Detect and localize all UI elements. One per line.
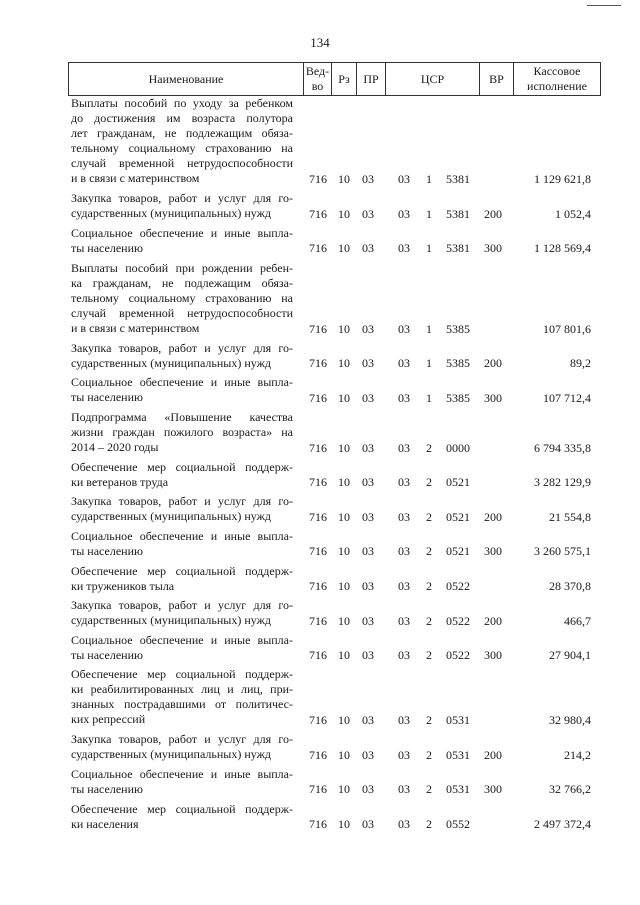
cell-csr-3: 0522 <box>446 613 470 628</box>
cell-csr-3: 5381 <box>446 172 470 187</box>
cell-amount: 2 497 372,4 <box>534 816 591 831</box>
table-row <box>68 732 601 762</box>
row-name-line: и в связи с материнством <box>71 320 200 335</box>
row-name-line: Обеспечение мер социальной поддерж- <box>71 801 293 816</box>
cell-amount: 32 980,4 <box>549 713 591 728</box>
cell-ved: 716 <box>309 613 327 628</box>
table-row <box>68 96 601 187</box>
row-name-line: ки тружеников тыла <box>71 578 175 593</box>
row-name-line: Закупка товаров, работ и услуг для го- <box>71 340 293 355</box>
cell-rz: 10 <box>338 782 350 797</box>
cell-csr-3: 5381 <box>446 241 470 256</box>
header-csr: ЦСР <box>420 71 445 86</box>
cell-csr-2: 2 <box>426 578 432 593</box>
cell-csr-3: 5385 <box>446 356 470 371</box>
cell-csr-1: 03 <box>398 440 410 455</box>
row-name-line: Закупка товаров, работ и услуг для го- <box>71 191 293 206</box>
cell-csr-2: 1 <box>426 390 432 405</box>
cell-csr-1: 03 <box>398 578 410 593</box>
table-row <box>68 529 601 559</box>
header-ved <box>304 63 331 95</box>
cell-csr-3: 0000 <box>446 440 470 455</box>
cell-csr-2: 1 <box>426 206 432 221</box>
row-name-line: сударственных (муниципальных) нужд <box>71 509 271 524</box>
row-name-line: Обеспечение мер социальной поддерж- <box>71 667 293 682</box>
table-row <box>68 598 601 628</box>
header-name: Наименование <box>148 71 224 86</box>
cell-csr-3: 0522 <box>446 578 470 593</box>
cell-csr-1: 03 <box>398 747 410 762</box>
cell-ved: 716 <box>309 544 327 559</box>
row-name-line: тельному социальному страхованию на <box>71 141 293 155</box>
cell-amount: 1 128 569,4 <box>534 241 591 256</box>
table-row <box>68 410 601 456</box>
table-row <box>68 375 601 405</box>
table-row <box>68 261 601 337</box>
row-name-line: жизни граждан пожилого возраста» на <box>71 425 293 439</box>
row-name <box>71 460 293 490</box>
header-rz: Рз <box>338 71 350 86</box>
cell-csr-3: 0521 <box>446 509 470 524</box>
cell-rz: 10 <box>338 475 350 490</box>
cell-csr-2: 1 <box>426 172 432 187</box>
cell-csr-1: 03 <box>398 241 410 256</box>
header-kass <box>514 63 600 95</box>
header-ved-line2: во <box>311 79 324 93</box>
cell-amount: 3 260 575,1 <box>534 544 591 559</box>
cell-rz: 10 <box>338 578 350 593</box>
cell-vr: 300 <box>484 648 502 663</box>
cell-csr-1: 03 <box>398 172 410 187</box>
cell-csr-2: 2 <box>426 613 432 628</box>
cell-vr: 200 <box>484 747 502 762</box>
row-name <box>71 96 293 186</box>
cell-rz: 10 <box>338 356 350 371</box>
cell-pr: 03 <box>362 613 374 628</box>
cell-amount: 466,7 <box>564 613 591 628</box>
cell-amount: 32 766,2 <box>549 782 591 797</box>
cell-rz: 10 <box>338 321 350 336</box>
cell-ved: 716 <box>309 747 327 762</box>
row-name-line: сударственных (муниципальных) нужд <box>71 613 271 628</box>
row-name <box>71 341 293 371</box>
row-name-line: ки реабилитированных лиц и лиц, при- <box>71 682 293 697</box>
row-name-line: ты населению <box>71 390 143 405</box>
row-name-line: и в связи с материнством <box>71 171 200 185</box>
row-name-line: сударственных (муниципальных) нужд <box>71 355 271 370</box>
row-name-line: случай временной нетрудоспособности <box>71 156 293 170</box>
cell-ved: 716 <box>309 440 327 455</box>
table-row <box>68 767 601 797</box>
cell-csr-3: 0531 <box>446 747 470 762</box>
row-name-line: ты населению <box>71 782 143 796</box>
row-name-line: до достижения им возраста полутора <box>71 111 293 125</box>
cell-csr-3: 5381 <box>446 206 470 221</box>
cell-ved: 716 <box>309 390 327 405</box>
cell-csr-1: 03 <box>398 356 410 371</box>
cell-pr: 03 <box>362 544 374 559</box>
cell-vr: 200 <box>484 356 502 371</box>
cell-ved: 716 <box>309 206 327 221</box>
cell-csr-2: 1 <box>426 241 432 256</box>
cell-vr: 200 <box>484 206 502 221</box>
row-name <box>71 261 293 336</box>
table-row <box>68 341 601 371</box>
cell-ved: 716 <box>309 475 327 490</box>
row-name-line: Социальное обеспечение и иные выпла- <box>71 375 293 390</box>
cell-csr-2: 1 <box>426 321 432 336</box>
header-kass-line1: Кассовое <box>533 64 581 78</box>
header-pr: ПР <box>363 71 379 86</box>
cell-csr-2: 2 <box>426 816 432 831</box>
table-row <box>68 226 601 256</box>
cell-rz: 10 <box>338 613 350 628</box>
cell-rz: 10 <box>338 544 350 559</box>
row-name <box>71 667 293 727</box>
cell-rz: 10 <box>338 390 350 405</box>
row-name-line: сударственных (муниципальных) нужд <box>71 206 271 221</box>
row-name-line: Обеспечение мер социальной поддерж- <box>71 563 293 578</box>
row-name <box>71 529 293 559</box>
cell-amount: 214,2 <box>564 747 591 762</box>
cell-pr: 03 <box>362 206 374 221</box>
row-name-line: Социальное обеспечение и иные выпла- <box>71 529 293 543</box>
top-rule <box>587 5 621 6</box>
header-ved-line1: Вед- <box>305 64 330 78</box>
cell-csr-1: 03 <box>398 816 410 831</box>
cell-csr-1: 03 <box>398 206 410 221</box>
row-name-line: ты населению <box>71 647 143 662</box>
cell-pr: 03 <box>362 321 374 336</box>
row-name-line: Выплаты пособий при рождении ребен- <box>71 260 293 275</box>
cell-vr: 200 <box>484 613 502 628</box>
row-name-line: ки населения <box>71 816 139 831</box>
cell-ved: 716 <box>309 356 327 371</box>
cell-ved: 716 <box>309 172 327 187</box>
cell-csr-3: 0521 <box>446 475 470 490</box>
cell-rz: 10 <box>338 509 350 524</box>
row-name-line: знанных пострадавшими от политичес- <box>71 697 293 712</box>
table-row <box>68 494 601 524</box>
header-kass-line2: исполнение <box>527 79 587 93</box>
cell-pr: 03 <box>362 172 374 187</box>
table-row <box>68 802 601 832</box>
row-name <box>71 633 293 663</box>
cell-csr-1: 03 <box>398 648 410 663</box>
cell-csr-1: 03 <box>398 544 410 559</box>
cell-csr-2: 2 <box>426 747 432 762</box>
table-row <box>68 667 601 728</box>
cell-ved: 716 <box>309 321 327 336</box>
cell-csr-3: 0552 <box>446 816 470 831</box>
cell-csr-1: 03 <box>398 713 410 728</box>
cell-vr: 300 <box>484 782 502 797</box>
cell-pr: 03 <box>362 241 374 256</box>
cell-pr: 03 <box>362 782 374 797</box>
cell-csr-3: 0522 <box>446 648 470 663</box>
cell-csr-2: 2 <box>426 713 432 728</box>
row-name <box>71 191 293 221</box>
table-header <box>68 62 601 96</box>
cell-csr-2: 2 <box>426 440 432 455</box>
row-name-line: Закупка товаров, работ и услуг для го- <box>71 732 293 747</box>
cell-csr-2: 2 <box>426 475 432 490</box>
cell-csr-2: 2 <box>426 782 432 797</box>
cell-ved: 716 <box>309 509 327 524</box>
row-name-line: Социальное обеспечение и иные выпла- <box>71 767 293 781</box>
row-name-line: Подпрограмма «Повышение качества <box>71 410 293 424</box>
cell-csr-3: 5385 <box>446 390 470 405</box>
cell-rz: 10 <box>338 648 350 663</box>
row-name-line: Социальное обеспечение и иные выпла- <box>71 226 293 240</box>
cell-pr: 03 <box>362 509 374 524</box>
cell-pr: 03 <box>362 747 374 762</box>
cell-ved: 716 <box>309 713 327 728</box>
cell-rz: 10 <box>338 241 350 256</box>
row-name-line: ки ветеранов труда <box>71 474 169 489</box>
row-name <box>71 732 293 762</box>
cell-csr-2: 2 <box>426 509 432 524</box>
row-name <box>71 375 293 405</box>
cell-rz: 10 <box>338 713 350 728</box>
cell-vr: 300 <box>484 241 502 256</box>
cell-pr: 03 <box>362 648 374 663</box>
row-name-line: ты населению <box>71 241 143 255</box>
cell-amount: 1 129 621,8 <box>534 172 591 187</box>
row-name-line: ка гражданам, не подлежащим обяза- <box>71 275 293 290</box>
cell-amount: 21 554,8 <box>549 509 591 524</box>
cell-amount: 6 794 335,8 <box>534 440 591 455</box>
header-vr: ВР <box>489 71 504 86</box>
cell-pr: 03 <box>362 356 374 371</box>
cell-rz: 10 <box>338 816 350 831</box>
cell-csr-1: 03 <box>398 390 410 405</box>
cell-rz: 10 <box>338 172 350 187</box>
cell-csr-1: 03 <box>398 509 410 524</box>
cell-pr: 03 <box>362 578 374 593</box>
row-name-line: Закупка товаров, работ и услуг для го- <box>71 494 293 509</box>
cell-vr: 300 <box>484 390 502 405</box>
row-name-line: Обеспечение мер социальной поддерж- <box>71 459 293 474</box>
table-row <box>68 564 601 594</box>
cell-ved: 716 <box>309 816 327 831</box>
row-name-line: ких репрессий <box>71 712 146 727</box>
table-row <box>68 460 601 490</box>
cell-csr-3: 0531 <box>446 782 470 797</box>
cell-amount: 27 904,1 <box>549 648 591 663</box>
cell-csr-3: 5385 <box>446 321 470 336</box>
cell-pr: 03 <box>362 713 374 728</box>
cell-ved: 716 <box>309 578 327 593</box>
row-name-line: Выплаты пособий по уходу за ребенком <box>71 96 293 110</box>
row-name-line: лет гражданам, не подлежащим обяза- <box>71 126 293 140</box>
row-name-line: Закупка товаров, работ и услуг для го- <box>71 598 293 613</box>
row-name <box>71 494 293 524</box>
row-name-line: тельному социальному страхованию на <box>71 290 293 305</box>
cell-ved: 716 <box>309 648 327 663</box>
cell-pr: 03 <box>362 390 374 405</box>
cell-amount: 107 801,6 <box>543 321 591 336</box>
cell-csr-1: 03 <box>398 613 410 628</box>
cell-ved: 716 <box>309 241 327 256</box>
cell-ved: 716 <box>309 782 327 797</box>
table-row <box>68 191 601 221</box>
row-name-line: Социальное обеспечение и иные выпла- <box>71 632 293 647</box>
row-name <box>71 410 293 455</box>
cell-csr-1: 03 <box>398 475 410 490</box>
cell-vr: 200 <box>484 509 502 524</box>
cell-rz: 10 <box>338 747 350 762</box>
cell-pr: 03 <box>362 816 374 831</box>
cell-rz: 10 <box>338 206 350 221</box>
row-name-line: 2014 – 2020 годы <box>71 440 159 454</box>
cell-amount: 28 370,8 <box>549 578 591 593</box>
cell-csr-1: 03 <box>398 321 410 336</box>
cell-csr-3: 0521 <box>446 544 470 559</box>
row-name <box>71 564 293 594</box>
cell-csr-1: 03 <box>398 782 410 797</box>
cell-csr-3: 0531 <box>446 713 470 728</box>
cell-amount: 107 712,4 <box>543 390 591 405</box>
row-name <box>71 598 293 628</box>
page-number: 134 <box>310 35 330 50</box>
row-name-line: сударственных (муниципальных) нужд <box>71 747 271 762</box>
cell-csr-2: 2 <box>426 544 432 559</box>
cell-pr: 03 <box>362 475 374 490</box>
cell-amount: 1 052,4 <box>555 206 591 221</box>
table-row <box>68 633 601 663</box>
row-name-line: ты населению <box>71 544 143 558</box>
row-name <box>71 226 293 256</box>
row-name <box>71 802 293 832</box>
cell-csr-2: 2 <box>426 648 432 663</box>
cell-amount: 89,2 <box>570 356 591 371</box>
cell-vr: 300 <box>484 544 502 559</box>
row-name <box>71 767 293 797</box>
cell-amount: 3 282 129,9 <box>534 475 591 490</box>
cell-rz: 10 <box>338 440 350 455</box>
cell-csr-2: 1 <box>426 356 432 371</box>
cell-pr: 03 <box>362 440 374 455</box>
row-name-line: случай временной нетрудоспособности <box>71 305 293 320</box>
